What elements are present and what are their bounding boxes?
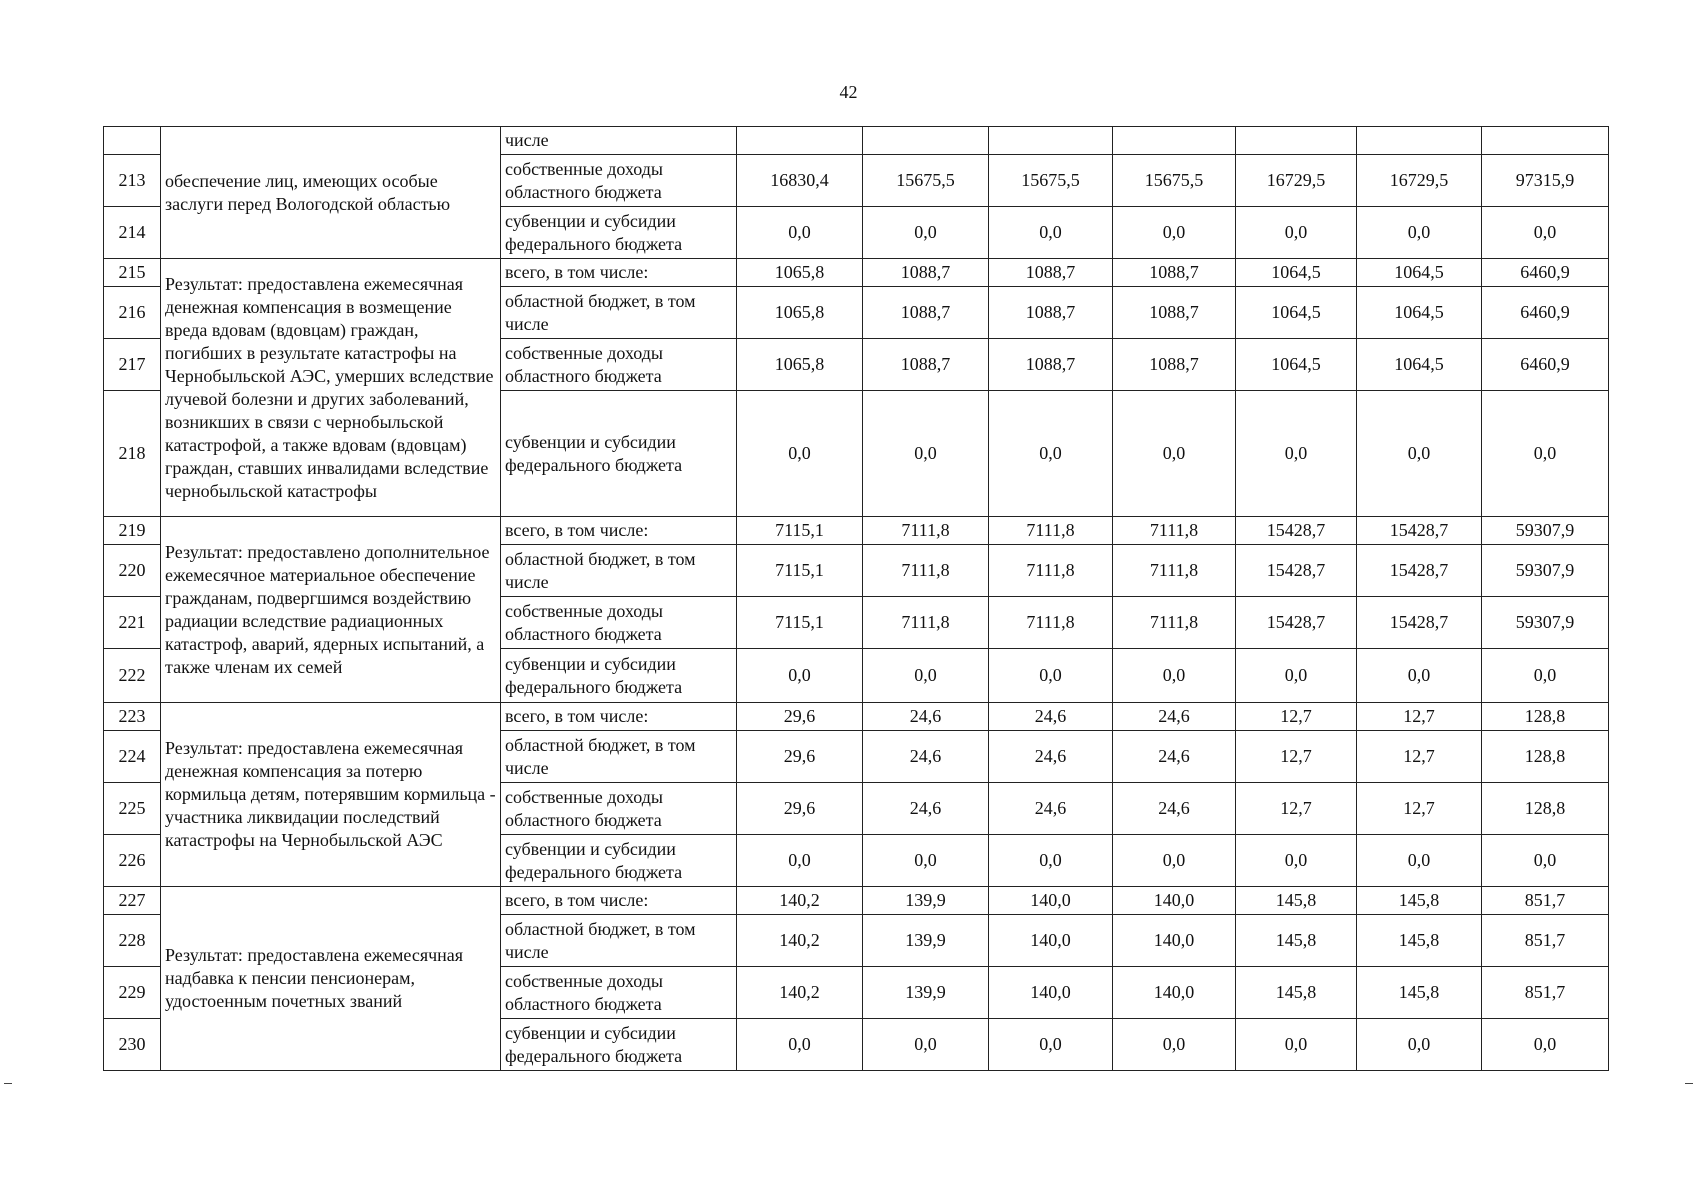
amount-cell: 0,0 — [1357, 391, 1482, 517]
row-number-cell: 216 — [104, 287, 161, 339]
amount-cell: 0,0 — [1236, 207, 1357, 259]
row-number-cell: 214 — [104, 207, 161, 259]
amount-cell: 6460,9 — [1482, 259, 1609, 287]
amount-cell: 140,2 — [737, 967, 863, 1019]
amount-cell: 851,7 — [1482, 915, 1609, 967]
amount-cell: 1065,8 — [737, 259, 863, 287]
budget-table-body — [104, 127, 1609, 1071]
result-description-cell: Результат: предоставлено дополнительное ежемесячное материальное обеспечение гражданам, подвергшимся воздействию радиации вследствие радиационных катастроф, аварий, ядерных испытаний, а также членам их семей — [161, 517, 501, 703]
amount-cell: 145,8 — [1357, 887, 1482, 915]
row-number-cell: 220 — [104, 545, 161, 597]
amount-cell: 7111,8 — [1113, 545, 1236, 597]
amount-cell: 24,6 — [989, 703, 1113, 731]
row-number-cell: 230 — [104, 1019, 161, 1071]
funding-source-cell: субвенции и субсидии федерального бюджета — [501, 391, 737, 517]
amount-cell: 140,0 — [989, 915, 1113, 967]
funding-source-cell: всего, в том числе: — [501, 887, 737, 915]
amount-cell: 139,9 — [863, 887, 989, 915]
amount-cell: 140,2 — [737, 887, 863, 915]
table-row — [104, 703, 1609, 731]
amount-cell — [1357, 127, 1482, 155]
amount-cell: 145,8 — [1357, 915, 1482, 967]
amount-cell: 7111,8 — [1113, 517, 1236, 545]
amount-cell: 1064,5 — [1236, 339, 1357, 391]
amount-cell: 0,0 — [1482, 391, 1609, 517]
amount-cell: 1064,5 — [1357, 287, 1482, 339]
page-number: 42 — [839, 82, 858, 102]
amount-cell: 7111,8 — [1113, 597, 1236, 649]
amount-cell: 0,0 — [989, 835, 1113, 887]
amount-cell: 12,7 — [1357, 703, 1482, 731]
amount-cell: 0,0 — [1357, 835, 1482, 887]
amount-cell: 1065,8 — [737, 339, 863, 391]
amount-cell: 140,0 — [989, 967, 1113, 1019]
amount-cell: 851,7 — [1482, 887, 1609, 915]
amount-cell: 59307,9 — [1482, 597, 1609, 649]
amount-cell: 97315,9 — [1482, 155, 1609, 207]
amount-cell: 24,6 — [863, 783, 989, 835]
amount-cell: 140,0 — [989, 887, 1113, 915]
amount-cell: 139,9 — [863, 967, 989, 1019]
amount-cell: 0,0 — [737, 391, 863, 517]
amount-cell: 7111,8 — [863, 517, 989, 545]
amount-cell: 0,0 — [1357, 207, 1482, 259]
amount-cell: 0,0 — [1236, 391, 1357, 517]
budget-table — [103, 126, 1609, 1071]
amount-cell: 1088,7 — [1113, 259, 1236, 287]
row-number-cell: 213 — [104, 155, 161, 207]
amount-cell: 1064,5 — [1236, 287, 1357, 339]
funding-source-cell: областной бюджет, в том числе — [501, 545, 737, 597]
amount-cell: 1088,7 — [1113, 339, 1236, 391]
amount-cell: 139,9 — [863, 915, 989, 967]
funding-source-cell: субвенции и субсидии федерального бюджета — [501, 835, 737, 887]
amount-cell: 0,0 — [863, 835, 989, 887]
amount-cell: 59307,9 — [1482, 517, 1609, 545]
amount-cell: 0,0 — [1236, 1019, 1357, 1071]
amount-cell: 0,0 — [1482, 835, 1609, 887]
amount-cell — [1236, 127, 1357, 155]
amount-cell: 1065,8 — [737, 287, 863, 339]
amount-cell: 0,0 — [1357, 649, 1482, 703]
amount-cell: 7111,8 — [863, 597, 989, 649]
amount-cell: 1088,7 — [1113, 287, 1236, 339]
amount-cell: 15675,5 — [989, 155, 1113, 207]
amount-cell: 16729,5 — [1236, 155, 1357, 207]
row-number-cell: 227 — [104, 887, 161, 915]
amount-cell: 0,0 — [989, 207, 1113, 259]
amount-cell: 15675,5 — [1113, 155, 1236, 207]
amount-cell: 15428,7 — [1357, 597, 1482, 649]
amount-cell: 128,8 — [1482, 731, 1609, 783]
amount-cell: 0,0 — [1113, 1019, 1236, 1071]
funding-source-cell: собственные доходы областного бюджета — [501, 597, 737, 649]
amount-cell: 6460,9 — [1482, 287, 1609, 339]
amount-cell: 29,6 — [737, 731, 863, 783]
row-number-cell: 217 — [104, 339, 161, 391]
amount-cell: 0,0 — [1113, 207, 1236, 259]
amount-cell: 0,0 — [863, 1019, 989, 1071]
amount-cell: 24,6 — [863, 731, 989, 783]
funding-source-cell: субвенции и субсидии федерального бюджета — [501, 649, 737, 703]
amount-cell: 1088,7 — [989, 287, 1113, 339]
amount-cell: 1088,7 — [863, 287, 989, 339]
row-number-cell — [104, 127, 161, 155]
amount-cell — [989, 127, 1113, 155]
amount-cell: 145,8 — [1236, 967, 1357, 1019]
amount-cell: 16729,5 — [1357, 155, 1482, 207]
amount-cell: 0,0 — [1482, 207, 1609, 259]
amount-cell: 0,0 — [737, 207, 863, 259]
amount-cell: 7115,1 — [737, 597, 863, 649]
amount-cell — [863, 127, 989, 155]
amount-cell: 29,6 — [737, 783, 863, 835]
amount-cell: 15428,7 — [1236, 545, 1357, 597]
amount-cell: 851,7 — [1482, 967, 1609, 1019]
amount-cell: 0,0 — [1357, 1019, 1482, 1071]
table-row — [104, 259, 1609, 287]
left-edge-mark — [4, 1083, 12, 1084]
amount-cell: 140,0 — [1113, 915, 1236, 967]
amount-cell — [1113, 127, 1236, 155]
amount-cell: 1088,7 — [863, 259, 989, 287]
amount-cell: 29,6 — [737, 703, 863, 731]
funding-source-cell: областной бюджет, в том числе — [501, 915, 737, 967]
table-row — [104, 517, 1609, 545]
row-number-cell: 215 — [104, 259, 161, 287]
amount-cell: 15428,7 — [1357, 545, 1482, 597]
amount-cell: 7111,8 — [989, 517, 1113, 545]
amount-cell: 0,0 — [989, 391, 1113, 517]
funding-source-cell: всего, в том числе: — [501, 259, 737, 287]
funding-source-cell: субвенции и субсидии федерального бюджета — [501, 1019, 737, 1071]
amount-cell: 0,0 — [1236, 835, 1357, 887]
amount-cell: 145,8 — [1236, 887, 1357, 915]
row-number-cell: 218 — [104, 391, 161, 517]
amount-cell: 12,7 — [1236, 731, 1357, 783]
amount-cell: 24,6 — [1113, 731, 1236, 783]
result-description-cell: Результат: предоставлена ежемесячная денежная компенсация за потерю кормильца детям, потерявшим кормильца - участника ликвидации последствий катастрофы на Чернобыльской АЭС — [161, 703, 501, 887]
amount-cell: 24,6 — [1113, 703, 1236, 731]
amount-cell: 128,8 — [1482, 703, 1609, 731]
amount-cell: 7115,1 — [737, 517, 863, 545]
amount-cell: 0,0 — [863, 649, 989, 703]
row-number-cell: 229 — [104, 967, 161, 1019]
amount-cell: 6460,9 — [1482, 339, 1609, 391]
amount-cell: 15428,7 — [1357, 517, 1482, 545]
funding-source-cell: собственные доходы областного бюджета — [501, 339, 737, 391]
amount-cell: 7111,8 — [989, 597, 1113, 649]
amount-cell: 12,7 — [1236, 703, 1357, 731]
amount-cell: 0,0 — [863, 391, 989, 517]
result-description-cell: Результат: предоставлена ежемесячная надбавка к пенсии пенсионерам, удостоенным почетных званий — [161, 887, 501, 1071]
funding-source-cell: собственные доходы областного бюджета — [501, 783, 737, 835]
amount-cell: 140,0 — [1113, 967, 1236, 1019]
amount-cell: 12,7 — [1357, 731, 1482, 783]
amount-cell: 0,0 — [989, 1019, 1113, 1071]
amount-cell: 7111,8 — [989, 545, 1113, 597]
row-number-cell: 221 — [104, 597, 161, 649]
amount-cell: 140,2 — [737, 915, 863, 967]
amount-cell: 128,8 — [1482, 783, 1609, 835]
funding-source-cell: всего, в том числе: — [501, 517, 737, 545]
row-number-cell: 224 — [104, 731, 161, 783]
amount-cell: 59307,9 — [1482, 545, 1609, 597]
amount-cell: 16830,4 — [737, 155, 863, 207]
amount-cell: 145,8 — [1357, 967, 1482, 1019]
funding-source-cell: собственные доходы областного бюджета — [501, 155, 737, 207]
amount-cell: 0,0 — [1113, 391, 1236, 517]
amount-cell: 0,0 — [1113, 649, 1236, 703]
amount-cell: 0,0 — [737, 1019, 863, 1071]
amount-cell: 24,6 — [989, 731, 1113, 783]
amount-cell: 24,6 — [989, 783, 1113, 835]
amount-cell — [737, 127, 863, 155]
amount-cell: 0,0 — [1236, 649, 1357, 703]
amount-cell: 0,0 — [1482, 1019, 1609, 1071]
amount-cell: 0,0 — [737, 649, 863, 703]
table-row — [104, 127, 1609, 155]
amount-cell: 1088,7 — [989, 259, 1113, 287]
amount-cell: 1088,7 — [863, 339, 989, 391]
row-number-cell: 228 — [104, 915, 161, 967]
amount-cell: 7111,8 — [863, 545, 989, 597]
result-description-cell: Результат: предоставлена ежемесячная денежная компенсация в возмещение вреда вдовам (вдовцам) граждан, погибших в результате катастрофы на Чернобыльской АЭС, умерших вследствие лучевой болезни и других заболеваний, возникших в связи с чернобыльской катастрофой, а также вдовам (вдовцам) граждан, ставших инвалидами вследствие чернобыльской катастрофы — [161, 259, 501, 517]
funding-source-cell: субвенции и субсидии федерального бюджета — [501, 207, 737, 259]
amount-cell: 15428,7 — [1236, 597, 1357, 649]
funding-source-cell: числе — [501, 127, 737, 155]
row-number-cell: 226 — [104, 835, 161, 887]
amount-cell: 0,0 — [1482, 649, 1609, 703]
funding-source-cell: областной бюджет, в том числе — [501, 287, 737, 339]
table-row — [104, 887, 1609, 915]
amount-cell: 7115,1 — [737, 545, 863, 597]
amount-cell: 1088,7 — [989, 339, 1113, 391]
amount-cell — [1482, 127, 1609, 155]
amount-cell: 0,0 — [989, 649, 1113, 703]
amount-cell: 145,8 — [1236, 915, 1357, 967]
row-number-cell: 219 — [104, 517, 161, 545]
row-number-cell: 225 — [104, 783, 161, 835]
result-description-cell: обеспечение лиц, имеющих особые заслуги перед Вологодской областью — [161, 127, 501, 259]
amount-cell: 1064,5 — [1236, 259, 1357, 287]
amount-cell: 15428,7 — [1236, 517, 1357, 545]
amount-cell: 1064,5 — [1357, 339, 1482, 391]
amount-cell: 0,0 — [737, 835, 863, 887]
row-number-cell: 223 — [104, 703, 161, 731]
funding-source-cell: собственные доходы областного бюджета — [501, 967, 737, 1019]
amount-cell: 12,7 — [1236, 783, 1357, 835]
funding-source-cell: областной бюджет, в том числе — [501, 731, 737, 783]
amount-cell: 24,6 — [1113, 783, 1236, 835]
right-edge-mark — [1685, 1083, 1693, 1084]
amount-cell: 24,6 — [863, 703, 989, 731]
amount-cell: 1064,5 — [1357, 259, 1482, 287]
amount-cell: 0,0 — [1113, 835, 1236, 887]
row-number-cell: 222 — [104, 649, 161, 703]
amount-cell: 140,0 — [1113, 887, 1236, 915]
amount-cell: 12,7 — [1357, 783, 1482, 835]
funding-source-cell: всего, в том числе: — [501, 703, 737, 731]
amount-cell: 15675,5 — [863, 155, 989, 207]
amount-cell: 0,0 — [863, 207, 989, 259]
